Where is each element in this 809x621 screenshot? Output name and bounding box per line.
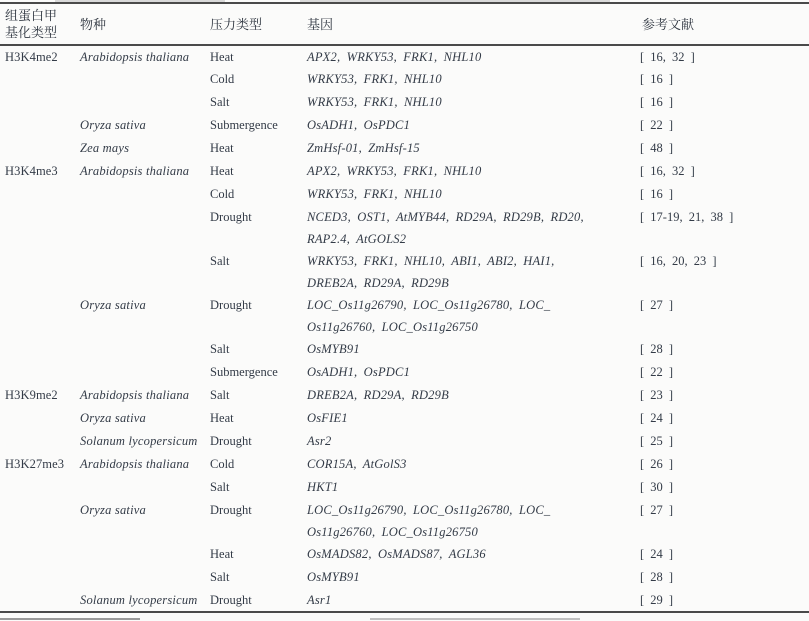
- reference-cell: [ 25 ]: [640, 434, 674, 448]
- methylation-type-cell: H3K9me2: [5, 388, 58, 402]
- reference-cell: [ 22 ]: [640, 365, 674, 379]
- table-row: [0, 453, 809, 476]
- stress-type-cell: Cold: [210, 187, 235, 201]
- header-methylation-line2: 基化类型: [5, 25, 58, 40]
- genes-cell: [302, 453, 637, 476]
- species-cell: Arabidopsis thaliana: [80, 164, 190, 178]
- reference-cell: [ 17-19, 21, 38 ]: [640, 210, 734, 224]
- table-row: [0, 384, 809, 407]
- table-row: [0, 114, 809, 137]
- table-header: [0, 3, 809, 45]
- stress-type-cell: Drought: [210, 503, 252, 517]
- gene-line: Asr1: [307, 593, 332, 607]
- genes-cell: [302, 137, 637, 160]
- genes-cell: [302, 384, 637, 407]
- genes-cell: [302, 294, 637, 338]
- gene-line: OsADH1, OsPDC1: [307, 365, 411, 379]
- species-cell: Zea mays: [80, 141, 130, 155]
- genes-cell: [302, 361, 637, 384]
- gene-line: APX2, WRKY53, FRK1, NHL10: [307, 50, 482, 64]
- species-cell: Solanum lycopersicum: [80, 593, 198, 607]
- reference-cell: [ 28 ]: [640, 342, 674, 356]
- gene-line: LOC_Os11g26790, LOC_Os11g26780, LOC_: [307, 503, 551, 517]
- table-row: [0, 407, 809, 430]
- gene-line: Asr2: [307, 434, 332, 448]
- stress-type-cell: Submergence: [210, 118, 278, 132]
- header-methylation-line1: 组蛋白甲: [5, 8, 58, 23]
- gene-line: NCED3, OST1, AtMYB44, RD29A, RD29B, RD20,: [307, 210, 584, 224]
- genes-cell: [302, 407, 637, 430]
- stress-genes-table: [0, 2, 809, 613]
- gene-line: ZmHsf-01, ZmHsf-15: [307, 141, 420, 155]
- reference-cell: [ 23 ]: [640, 388, 674, 402]
- genes-cell: [302, 160, 637, 183]
- gene-line: WRKY53, FRK1, NHL10: [307, 187, 442, 201]
- table-row: [0, 294, 809, 338]
- stress-type-cell: Heat: [210, 164, 234, 178]
- reference-cell: [ 16 ]: [640, 187, 674, 201]
- genes-cell: [302, 45, 637, 68]
- table-row: [0, 589, 809, 612]
- gene-line: LOC_Os11g26790, LOC_Os11g26780, LOC_: [307, 298, 551, 312]
- header-methylation-type: [0, 3, 75, 45]
- stress-type-cell: Heat: [210, 141, 234, 155]
- stress-type-cell: Salt: [210, 342, 230, 356]
- table-row: [0, 430, 809, 453]
- reference-cell: [ 26 ]: [640, 457, 674, 471]
- species-cell: Arabidopsis thaliana: [80, 457, 190, 471]
- genes-cell: [302, 499, 637, 543]
- header-reference: 参考文献: [642, 16, 695, 32]
- scan-artifact-bottom-left: [0, 618, 140, 620]
- reference-cell: [ 28 ]: [640, 570, 674, 584]
- species-cell: Solanum lycopersicum: [80, 434, 198, 448]
- gene-line: COR15A, AtGolS3: [307, 457, 407, 471]
- genes-cell: [302, 91, 637, 114]
- header-gene: 基因: [307, 16, 334, 32]
- stress-type-cell: Heat: [210, 50, 234, 64]
- genes-cell: [302, 183, 637, 206]
- stress-type-cell: Submergence: [210, 365, 278, 379]
- table-row: [0, 499, 809, 543]
- stress-type-cell: Heat: [210, 411, 234, 425]
- gene-line: Os11g26760, LOC_Os11g26750: [307, 320, 478, 334]
- species-cell: Oryza sativa: [80, 298, 146, 312]
- genes-cell: [302, 430, 637, 453]
- stress-type-cell: Drought: [210, 434, 252, 448]
- reference-cell: [ 27 ]: [640, 298, 674, 312]
- header-row: [0, 3, 809, 45]
- stress-type-cell: Salt: [210, 254, 230, 268]
- reference-cell: [ 16 ]: [640, 72, 674, 86]
- methylation-type-cell: H3K27me3: [5, 457, 65, 471]
- stress-type-cell: Heat: [210, 547, 234, 561]
- genes-cell: [302, 589, 637, 612]
- species-cell: Oryza sativa: [80, 118, 146, 132]
- table-row: [0, 137, 809, 160]
- table-row: [0, 45, 809, 68]
- methylation-type-cell: H3K4me2: [5, 50, 58, 64]
- gene-line: WRKY53, FRK1, NHL10: [307, 95, 442, 109]
- gene-line: DREB2A, RD29A, RD29B: [307, 276, 449, 290]
- reference-cell: [ 16 ]: [640, 95, 674, 109]
- genes-cell: [302, 114, 637, 137]
- species-cell: Arabidopsis thaliana: [80, 388, 190, 402]
- reference-cell: [ 30 ]: [640, 480, 674, 494]
- stress-type-cell: Salt: [210, 570, 230, 584]
- reference-cell: [ 16, 32 ]: [640, 164, 695, 178]
- gene-line: WRKY53, FRK1, NHL10: [307, 72, 442, 86]
- genes-cell: [302, 476, 637, 499]
- stress-type-cell: Drought: [210, 298, 252, 312]
- species-cell: Oryza sativa: [80, 503, 146, 517]
- stress-type-cell: Drought: [210, 593, 252, 607]
- stress-type-cell: Cold: [210, 457, 235, 471]
- reference-cell: [ 29 ]: [640, 593, 674, 607]
- reference-cell: [ 16, 20, 23 ]: [640, 254, 717, 268]
- reference-cell: [ 16, 32 ]: [640, 50, 695, 64]
- genes-cell: [302, 206, 637, 250]
- table-body: [0, 45, 809, 612]
- gene-line: OsFIE1: [307, 411, 348, 425]
- gene-line: OsMYB91: [307, 342, 360, 356]
- reference-cell: [ 48 ]: [640, 141, 674, 155]
- gene-line: OsMADS82, OsMADS87, AGL36: [307, 547, 486, 561]
- gene-line: WRKY53, FRK1, NHL10, ABI1, ABI2, HAI1,: [307, 254, 555, 268]
- gene-line: RAP2.4, AtGOLS2: [307, 232, 407, 246]
- reference-cell: [ 22 ]: [640, 118, 674, 132]
- species-cell: Arabidopsis thaliana: [80, 50, 190, 64]
- stress-type-cell: Salt: [210, 95, 230, 109]
- gene-line: OsADH1, OsPDC1: [307, 118, 411, 132]
- stress-type-cell: Cold: [210, 72, 235, 86]
- gene-line: HKT1: [307, 480, 339, 494]
- stress-type-cell: Drought: [210, 210, 252, 224]
- reference-cell: [ 27 ]: [640, 503, 674, 517]
- gene-line: OsMYB91: [307, 570, 360, 584]
- species-cell: Oryza sativa: [80, 411, 146, 425]
- gene-line: DREB2A, RD29A, RD29B: [307, 388, 449, 402]
- genes-cell: [302, 566, 637, 589]
- header-species: 物种: [80, 16, 107, 32]
- scan-artifact-bottom-mid: [370, 618, 580, 620]
- genes-cell: [302, 68, 637, 91]
- header-stress-type: 压力类型: [210, 16, 263, 32]
- stress-type-cell: Salt: [210, 480, 230, 494]
- genes-cell: [302, 338, 637, 361]
- reference-cell: [ 24 ]: [640, 411, 674, 425]
- genes-cell: [302, 250, 637, 294]
- genes-cell: [302, 543, 637, 566]
- stress-type-cell: Salt: [210, 388, 230, 402]
- table-row: [0, 160, 809, 183]
- gene-line: APX2, WRKY53, FRK1, NHL10: [307, 164, 482, 178]
- methylation-type-cell: H3K4me3: [5, 164, 58, 178]
- gene-line: Os11g26760, LOC_Os11g26750: [307, 525, 478, 539]
- reference-cell: [ 24 ]: [640, 547, 674, 561]
